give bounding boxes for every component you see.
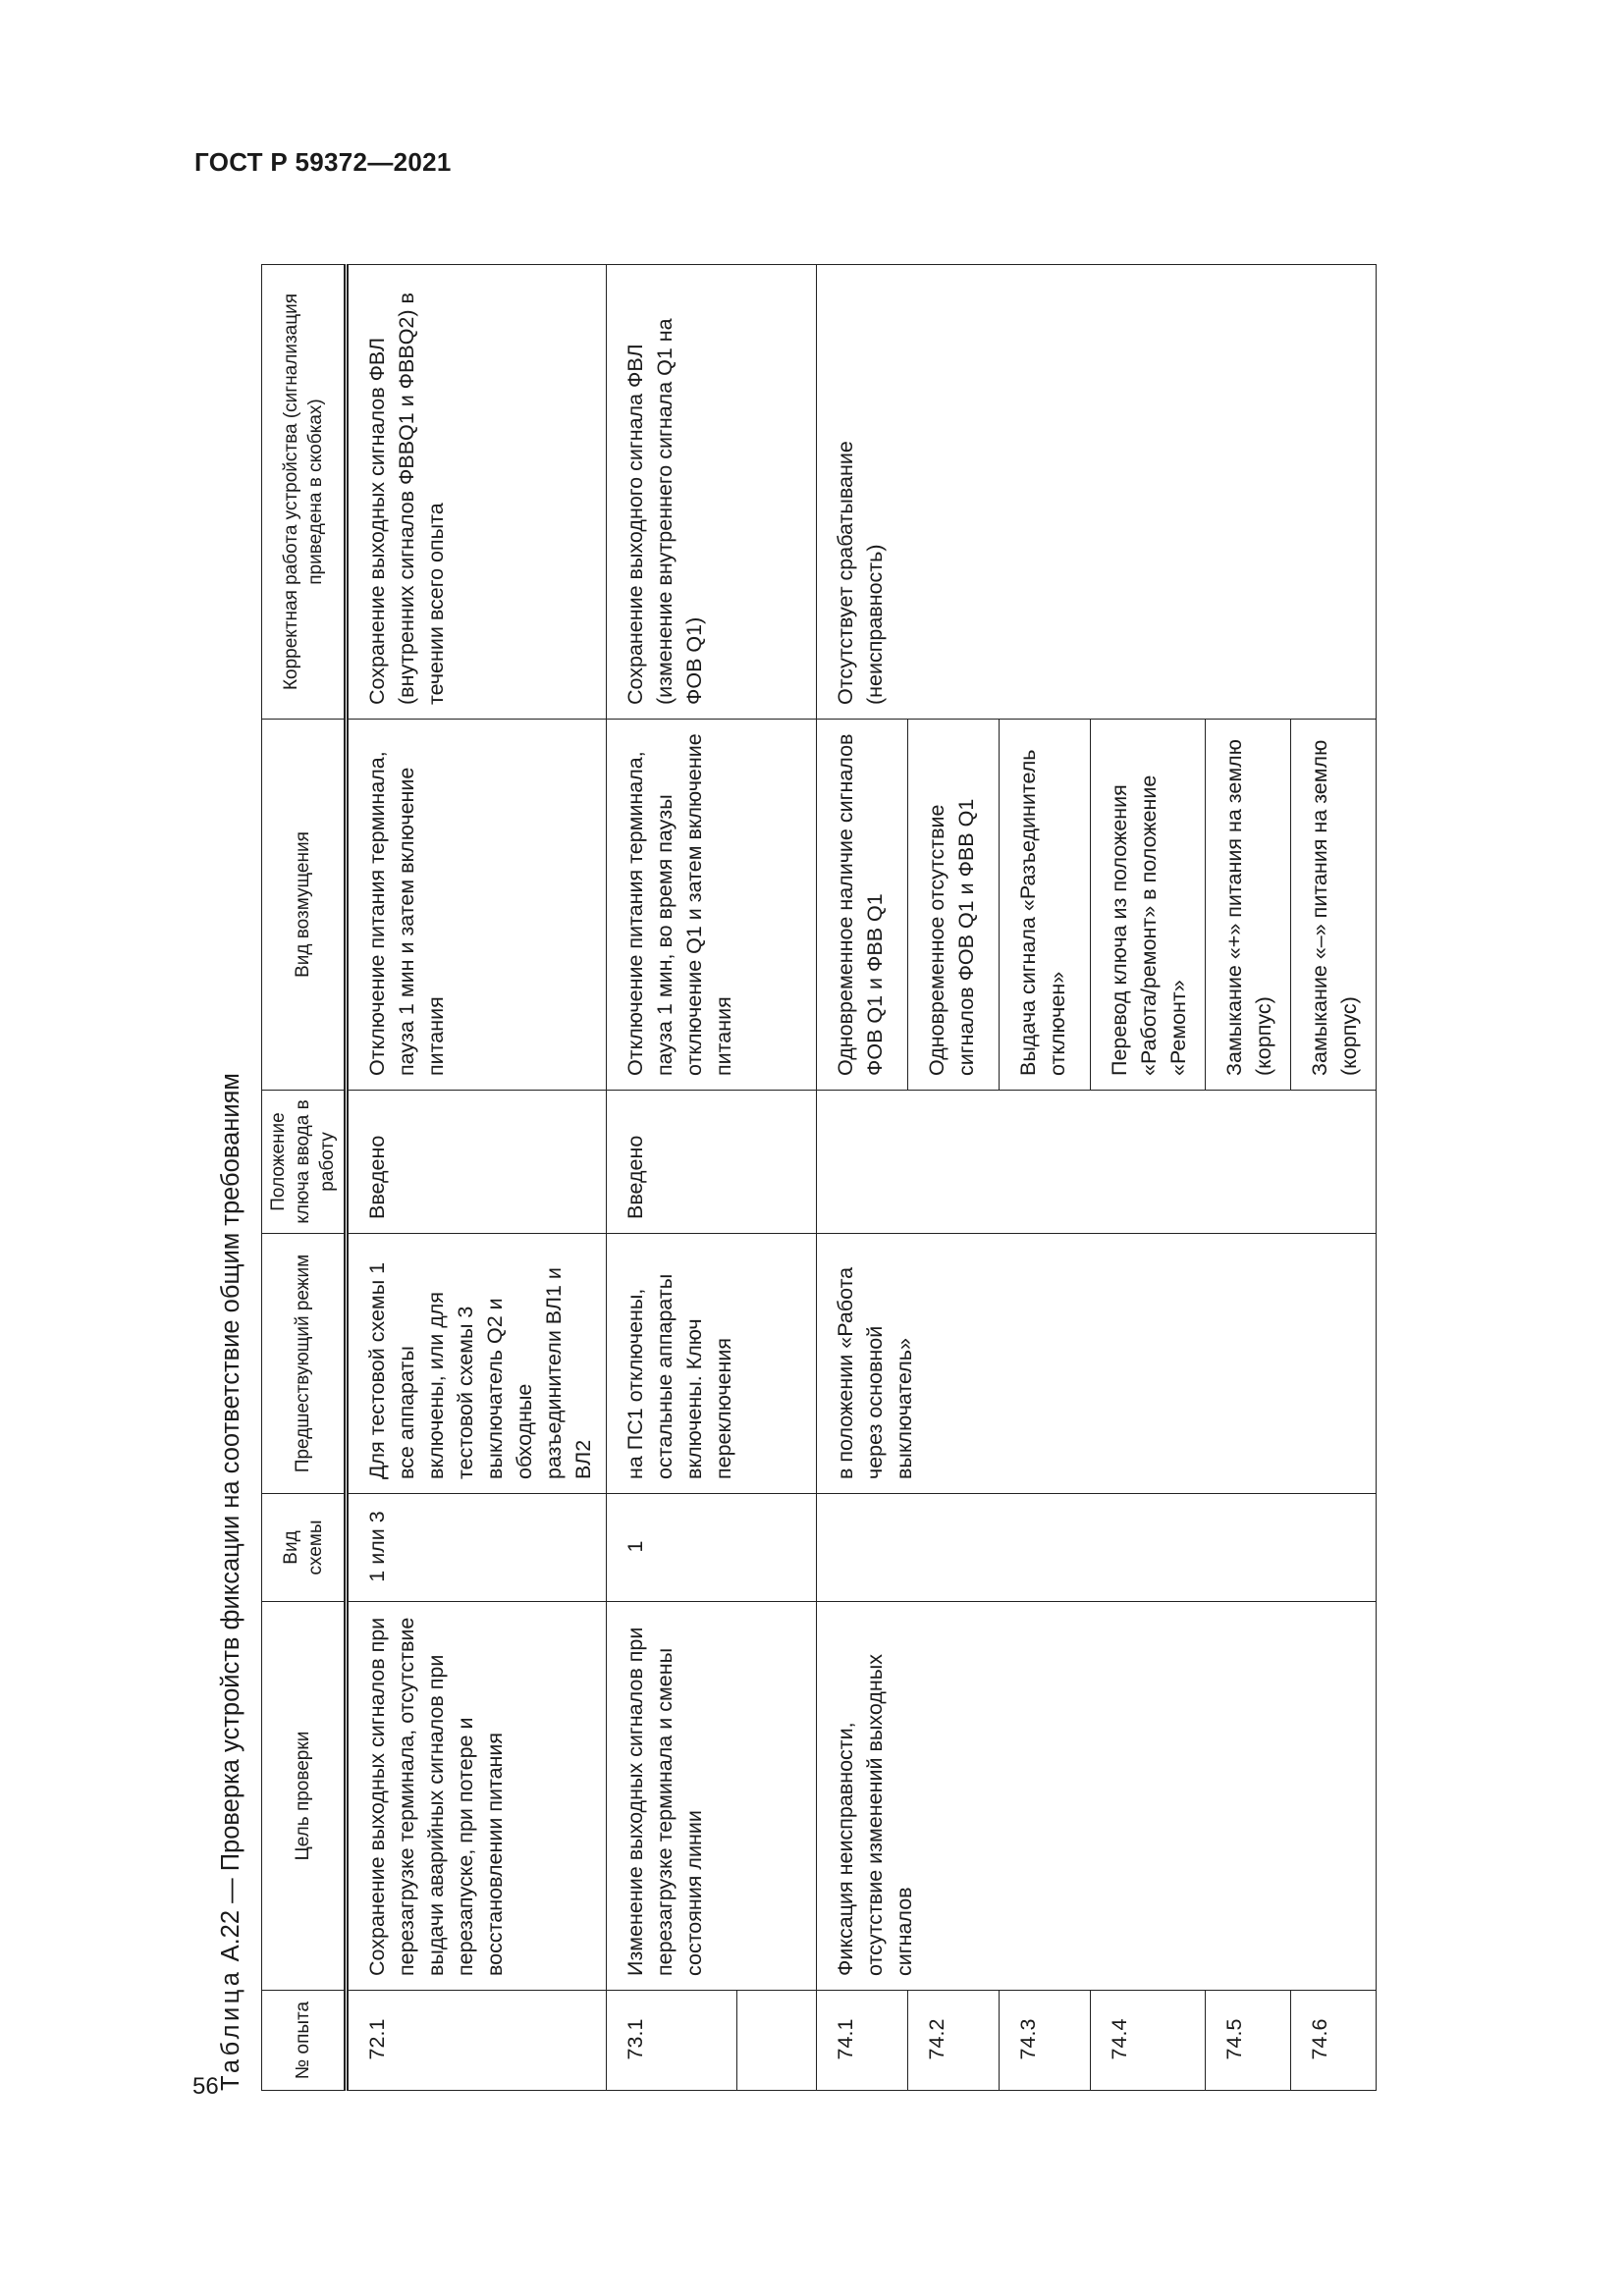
page-number: 56: [192, 2073, 219, 2100]
cell-disturbance: Выдача сигнала «Разъединитель отключен»: [1000, 720, 1091, 1091]
cell-num: 74.4: [1091, 1991, 1206, 2091]
col-header-correct: Корректная работа устройства (сигнализация приведена в скобках): [262, 265, 347, 720]
cell-disturbance: Одновременное наличие сигналов ФОВ Q1 и ФВВ Q1: [817, 720, 908, 1091]
cell-num-empty: [737, 1991, 817, 2091]
table-header-row: [262, 265, 347, 2091]
cell-num: 74.1: [817, 1991, 908, 2091]
cell-scheme: 1 или 3: [347, 1494, 607, 1602]
table-caption-title: А.22 — Проверка устройств фиксации на соответствие общим требованиям: [217, 1073, 244, 1969]
cell-prev-mode: Для тестовой схемы 1 все аппараты включены, или для тестовой схемы 3 выключатель Q2 и обходные разъединители ВЛ1 и ВЛ2: [347, 1234, 607, 1494]
cell-scheme: [817, 1494, 1377, 1602]
cell-goal: Фиксация неисправности, отсутствие изменений выходных сигналов: [817, 1602, 1377, 1991]
cell-num: 74.3: [1000, 1991, 1091, 2091]
test-table: [261, 264, 1377, 2091]
cell-disturbance: Отключение питания терминала, пауза 1 мин, во время паузы отключение Q1 и затем включение питания: [607, 720, 817, 1091]
cell-goal: Изменение выходных сигналов при перезагрузке терминала и смены состояния линии: [607, 1602, 817, 1991]
cell-num: 73.1: [607, 1991, 737, 2091]
cell-goal: Сохранение выходных сигналов при перезагрузке терминала, отсутствие выдачи аварийных сигналов при перезапуске, при потере и восстановлении питания: [347, 1602, 607, 1991]
cell-correct: Сохранение выходного сигнала ФВЛ (изменение внутреннего сигнала Q1 на ФОВ Q1): [607, 265, 817, 720]
cell-key-position: [817, 1091, 1377, 1234]
col-header-num: № опыта: [262, 1991, 347, 2091]
cell-correct: Сохранение выходных сигналов ФВЛ (внутренних сигналов ФВBQ1 и ФВBQ2) в течении всего опыта: [347, 265, 607, 720]
col-header-prev-mode: Предшествующий режим: [262, 1234, 347, 1494]
table-row: [347, 265, 607, 2091]
table-row: [607, 265, 737, 2091]
col-header-scheme: Вид схемы: [262, 1494, 347, 1602]
table-caption: [202, 1073, 259, 2091]
cell-num: 74.2: [908, 1991, 1000, 2091]
cell-disturbance: Одновременное отсутствие сигналов ФОВ Q1 и ФВВ Q1: [908, 720, 1000, 1091]
cell-key-position: Введено: [347, 1091, 607, 1234]
cell-disturbance: Замыкание «–» питания на землю (корпус): [1291, 720, 1377, 1091]
cell-disturbance: Отключение питания терминала, пауза 1 мин и затем включение питания: [347, 720, 607, 1091]
col-header-goal: Цель проверки: [262, 1602, 347, 1991]
cell-disturbance: Перевод ключа из положения «Работа/ремонт» в положение «Ремонт»: [1091, 720, 1206, 1091]
table-row: [817, 265, 908, 2091]
col-header-disturbance: Вид возмущения: [262, 720, 347, 1091]
document-header: ГОСТ Р 59372—2021: [194, 147, 452, 177]
cell-prev-mode: на ПС1 отключены, остальные аппараты включены. Ключ переключения: [607, 1234, 817, 1494]
cell-disturbance: Замыкание «+» питания на землю (корпус): [1206, 720, 1291, 1091]
rotated-table-block: [202, 265, 1361, 2091]
cell-num: 74.6: [1291, 1991, 1377, 2091]
cell-key-position: Введено: [607, 1091, 817, 1234]
col-header-key-position: Положение ключа ввода в работу: [262, 1091, 347, 1234]
cell-prev-mode: в положении «Работа через основной выключатель»: [817, 1234, 1377, 1494]
table-caption-label: Таблица: [217, 1968, 244, 2091]
cell-num: 72.1: [347, 1991, 607, 2091]
cell-scheme: 1: [607, 1494, 817, 1602]
cell-num: 74.5: [1206, 1991, 1291, 2091]
cell-correct: Отсутствует срабатывание (неисправность): [817, 265, 1377, 720]
